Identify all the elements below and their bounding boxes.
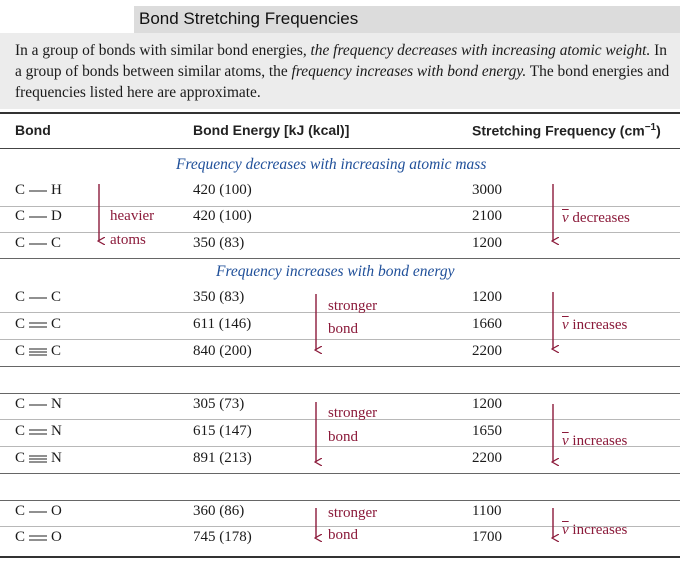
bond-atom: C xyxy=(15,289,26,305)
bond-atom: C xyxy=(15,208,26,224)
page-title: Bond Stretching Frequencies xyxy=(139,9,359,28)
stretching-frequency: 1650 xyxy=(472,423,502,439)
note-heavier: heavier xyxy=(110,208,155,224)
bond-energy: 350 (83) xyxy=(193,235,245,251)
stretching-frequency: 2100 xyxy=(472,208,502,224)
header-energy: Bond Energy [kJ (kcal)] xyxy=(193,122,350,138)
bond-energy: 360 (86) xyxy=(193,503,245,519)
note-stronger: stronger xyxy=(328,298,378,314)
note-nu-increases: $\overline{\nu}$ increases xyxy=(562,522,628,538)
bond-energy: 840 (200) xyxy=(193,343,252,359)
intro-text: In a group of bonds with similar bond energies, the frequency decreases with increasing atomic weight. In a group of bonds between similar atoms, the frequency increases with bond energy. The bond energies and frequencies listed here are approximate. xyxy=(15,42,670,101)
stretching-frequency: 1200 xyxy=(472,396,502,412)
bond-atom: C xyxy=(15,396,26,412)
note-nu-decreases: $\overline{\nu}$ decreases xyxy=(562,210,630,226)
bond-atom: N xyxy=(51,450,62,466)
note-atoms: atoms xyxy=(110,232,146,248)
note-stronger: stronger xyxy=(328,505,378,521)
bond-atom: N xyxy=(51,396,62,412)
bond-atom: C xyxy=(15,343,26,359)
section-label-mass: Frequency decreases with increasing atomic mass xyxy=(176,156,487,173)
bond-atom: O xyxy=(51,529,62,545)
bond-atom: O xyxy=(51,503,62,519)
bond-energy: 745 (178) xyxy=(193,529,252,545)
section-label-energy: Frequency increases with bond energy xyxy=(216,263,455,280)
bond-atom: C xyxy=(51,289,62,305)
header-bond: Bond xyxy=(15,122,51,138)
stretching-frequency: 1200 xyxy=(472,289,502,305)
bond-atom: H xyxy=(51,182,62,198)
note-nu-increases: $\overline{\nu}$ increases xyxy=(562,317,628,333)
note-bond: bond xyxy=(328,321,358,337)
bond-atom: C xyxy=(51,316,62,332)
bond-atom: C xyxy=(51,235,62,251)
stretching-frequency: 1100 xyxy=(472,503,502,519)
bond-atom: N xyxy=(51,423,62,439)
bond-atom: C xyxy=(15,529,26,545)
stretching-frequency: 1700 xyxy=(472,529,502,545)
stretching-frequency: 2200 xyxy=(472,450,502,466)
bond-atom: C xyxy=(15,235,26,251)
header-frequency: Stretching Frequency $(cm^{-1})$ xyxy=(472,122,661,139)
bond-atom: C xyxy=(15,503,26,519)
bond-energy: 305 (73) xyxy=(193,396,245,412)
note-stronger: stronger xyxy=(328,405,378,421)
bond-energy: 420 (100) xyxy=(193,182,252,198)
note-bond: bond xyxy=(328,527,358,543)
bond-atom: D xyxy=(51,208,62,224)
note-nu-increases: $\overline{\nu}$ increases xyxy=(562,433,628,449)
bond-atom: C xyxy=(51,343,62,359)
stretching-frequency: 1200 xyxy=(472,235,502,251)
stretching-frequency: 1660 xyxy=(472,316,502,332)
bond-atom: C xyxy=(15,423,26,439)
bond-atom: C xyxy=(15,450,26,466)
stretching-frequency: 3000 xyxy=(472,182,502,198)
bond-energy: 891 (213) xyxy=(193,450,252,466)
bond-atom: C xyxy=(15,182,26,198)
bond-energy: 420 (100) xyxy=(193,208,252,224)
stretching-frequency: 2200 xyxy=(472,343,502,359)
bond-atom: C xyxy=(15,316,26,332)
bond-energy: 615 (147) xyxy=(193,423,252,439)
bond-energy: 350 (83) xyxy=(193,289,245,305)
bond-energy: 611 (146) xyxy=(193,316,252,332)
note-bond: bond xyxy=(328,429,358,445)
